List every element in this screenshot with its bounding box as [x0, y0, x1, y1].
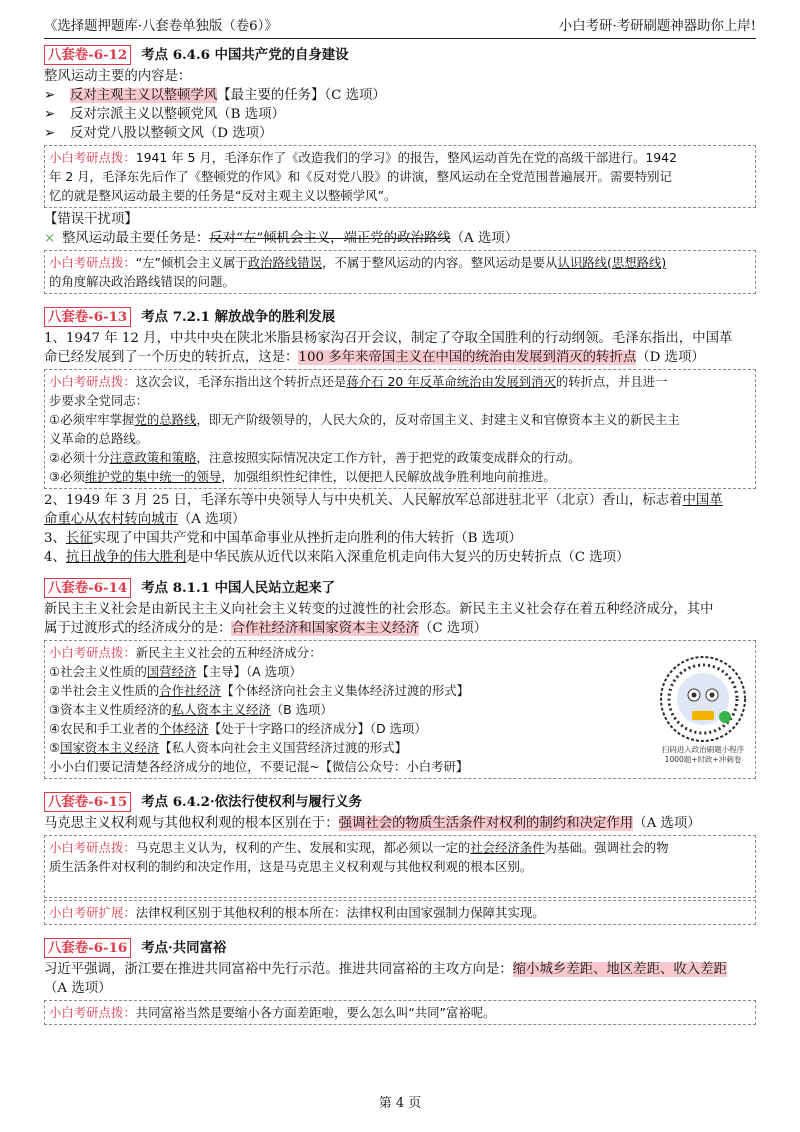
tip-label: 小白考研点拨： [49, 645, 136, 660]
highlight-answer: 缩小城乡差距、地区差距、收入差距 [512, 962, 727, 977]
tip-text: 【主导】（A 选项） [196, 664, 302, 679]
para-text: 习近平强调，浙江要在推进共同富裕中先行示范。推进共同富裕的主攻方向是： [44, 962, 513, 977]
tip-text: ，不属于整风运动的内容。整风运动是要从 [322, 255, 558, 270]
underlined-text: 国家资本主义经济 [60, 740, 160, 755]
underlined-text: 命重心从农村转向城市 [44, 512, 178, 527]
highlight-answer: 反对主观主义以整顿学风 [70, 88, 218, 103]
section-6-13 [44, 306, 756, 567]
tip-text: 新民主主义社会的五种经济成分： [135, 645, 322, 660]
tip-text: 共同富裕当然是要缩小各方面差距啦，要么怎么叫“共同”富裕呢。 [135, 1005, 496, 1020]
tip-text: 【个体经济向社会主义集体经济过渡的形式】 [221, 683, 469, 698]
underlined-text: 注意政策和策略 [109, 450, 197, 465]
tip-text: ，即无产阶级领导的，人民大众的，反对帝国主义、封建主义和官僚资本主义的新民主主 [196, 412, 680, 427]
header-right-slogan: 小白考研·考研刷题神器助你上岸! [558, 18, 756, 34]
tip-text: 这次会议，毛泽东指出这个转折点还是 [135, 374, 347, 389]
extension-label: 小白考研扩展： [49, 905, 136, 920]
tip-box [44, 369, 756, 489]
error-title: 【错误干扰项】 [44, 212, 138, 227]
topic-title: 考点 8.1.1 中国人民站立起来了 [141, 579, 336, 596]
para-text: （A 选项） [177, 512, 246, 527]
page-number: 第 4 页 [378, 1096, 422, 1111]
tip-label: 小白考研点拨： [49, 1005, 136, 1020]
para-text: 1、1947 年 12 月，中共中央在陕北米脂县杨家沟召开会议，制定了夺取全国胜利的行动纲领。毛泽东指出，中国革 [44, 331, 733, 346]
arrow-icon: ➢ [44, 107, 56, 122]
underlined-text: 社会经济条件 [470, 840, 545, 855]
para-text [44, 510, 756, 529]
para-text: 实现了中国共产党和中国革命事业从挫折走向胜利的伟大转折（B 选项） [92, 531, 522, 546]
error-text: （A 选项） [450, 231, 519, 246]
question-tag: 八套卷-6-15 [44, 792, 131, 812]
tip-text: ③必须 [49, 469, 85, 484]
tip-box [44, 835, 756, 898]
tip-text: 步要求全党同志： [49, 393, 149, 408]
tip-label: 小白考研点拨： [49, 374, 136, 389]
tip-text: ②必须十分 [49, 450, 110, 465]
para-text [44, 619, 756, 638]
para-text [44, 814, 756, 833]
underlined-text: 蒋介石 20 年反革命统治由发展到消灭 [346, 374, 556, 389]
underlined-text: 中国革 [682, 493, 723, 508]
tip-text: 【私人资本向社会主义国营经济过渡的形式】 [159, 740, 408, 755]
qr-caption [653, 745, 753, 765]
bullet-item [44, 124, 756, 143]
para-text [44, 529, 756, 548]
underlined-text: 党的总路线 [134, 412, 197, 427]
section-head [44, 306, 756, 328]
error-text: 整风运动最主要任务是： [62, 231, 210, 246]
para-text: 是中华民族从近代以来陷入深重危机走向伟大复兴的历史转折点（C 选项） [186, 550, 630, 565]
tip-text: ，注意按照实际情况决定工作方针，善于把党的政策变成群众的行动。 [196, 450, 581, 465]
para-text: （A 选项） [633, 816, 701, 831]
tip-text: ，加强组织性纪律性，以便把人民解放战争胜利地向前推进。 [221, 469, 556, 484]
qr-caption-line: 1000题+时政+冲刺卷 [664, 755, 742, 764]
tip-text: 忆的就是整风运动最主要的任务是“反对主观主义以整顿学风”。 [49, 188, 397, 203]
section-6-16 [44, 937, 756, 1025]
section-head [44, 791, 756, 813]
section-head [44, 44, 756, 66]
para-text: 属于过渡形式的经济成分的是： [44, 621, 232, 636]
tip-box [44, 640, 756, 779]
bullet-item [44, 86, 756, 105]
tip-text: 义革命的总路线。 [49, 431, 149, 446]
tip-text: ③资本主义性质经济的 [49, 702, 172, 717]
question-tag: 八套卷-6-16 [44, 938, 131, 958]
tip-text: 1941 年 5 月，毛泽东作了《改造我们的学习》的报告，整风运动首先在党的高级干部进行。1942 [135, 150, 677, 165]
topic-title: 考点·共同富裕 [141, 939, 227, 956]
bullet-text: 反对党八股以整顿文风（D 选项） [70, 126, 273, 141]
tip-text: 为基础。强调社会的物 [544, 840, 669, 855]
tip-box [44, 1000, 756, 1025]
para-text [44, 491, 756, 510]
para-text: 4、 [44, 550, 66, 565]
intro-text: 整风运动主要的内容是： [44, 69, 192, 84]
tip-text: 小小白们要记清楚各经济成分的地位，不要记混~【微信公众号：小白考研】 [49, 759, 469, 774]
bullet-item [44, 105, 756, 124]
tip-text: ④农民和手工业者的 [49, 721, 160, 736]
underlined-text: 抗日战争的伟大胜利 [65, 550, 187, 565]
section-6-15 [44, 791, 756, 925]
tip-text: “左”倾机会主义属于 [135, 255, 248, 270]
tip-label: 小白考研点拨： [49, 150, 136, 165]
para-text: 2、1949 年 3 月 25 日，毛泽东等中央领导人与中央机关、人民解放军总部进驻北平（北京）香山，标志着 [44, 493, 683, 508]
qr-caption-line: 扫码进入政治刷题小程序 [661, 745, 745, 754]
highlight-answer: 强调社会的物质生活条件对权利的制约和决定作用 [338, 816, 634, 831]
para-text: （D 选项） [636, 350, 705, 365]
cross-icon: × [44, 231, 56, 246]
topic-title: 考点 7.2.1 解放战争的胜利发展 [141, 308, 336, 325]
tip-text: 马克思主义认为，权利的产生、发展和实现，都必须以一定的 [135, 840, 471, 855]
underlined-text: 个体经济 [159, 721, 209, 736]
underlined-text: 国营经济 [146, 664, 197, 679]
arrow-icon: ➢ [44, 126, 56, 141]
question-tag: 八套卷-6-14 [44, 578, 131, 598]
section-head [44, 937, 756, 959]
tip-text: （B 选项） [270, 702, 333, 717]
page-content [44, 44, 756, 1027]
question-tag: 八套卷-6-12 [44, 45, 131, 65]
struck-text: 反对“左”倾机会主义，端正党的政治路线 [209, 231, 451, 246]
extension-text: 法律权利区别于其他权利的根本所在：法律权利由国家强制力保障其实现。 [135, 905, 545, 920]
tip-text: 年 2 月，毛泽东先后作了《整顿党的作风》和《反对党八股》的讲演，整风运动在全党范围普遍展开。需要特别记 [49, 169, 672, 184]
error-item [44, 229, 756, 248]
underlined-text: 合作社经济 [159, 683, 222, 698]
underlined-text: 维护党的集中统一的领导 [84, 469, 222, 484]
underlined-text: 私人资本主义经济 [171, 702, 271, 717]
para-text: 新民主主义社会是由新民主主义向社会主义转变的过渡性的社会形态。新民主主义社会存在着五种经济成分，其中 [44, 602, 714, 617]
tip-label: 小白考研点拨： [49, 255, 136, 270]
para-text: （A 选项） [44, 981, 112, 996]
tip-text: ⑤ [49, 740, 61, 755]
page-header [44, 14, 756, 39]
tip-text: 的转折点，并且进一 [555, 374, 668, 389]
tip-box [44, 145, 756, 208]
tip-text: ①社会主义性质的 [49, 664, 147, 679]
topic-title: 考点 6.4.6 中国共产党的自身建设 [141, 46, 349, 63]
section-6-14 [44, 577, 756, 779]
tip-text: ②半社会主义性质的 [49, 683, 160, 698]
extension-box [44, 900, 756, 925]
arrow-icon: ➢ [44, 88, 56, 103]
para-text [44, 548, 756, 567]
para-text: 马克思主义权利观与其他权利观的根本区别在于： [44, 816, 339, 831]
question-tag: 八套卷-6-13 [44, 307, 131, 327]
topic-title: 考点 6.4.2·依法行使权利与履行义务 [141, 793, 362, 810]
para-text: （C 选项） [418, 621, 488, 636]
underlined-text: 长征 [65, 531, 93, 546]
underlined-text: 政治路线错误 [247, 255, 323, 270]
tip-text: 【处于十字路口的经济成分】（D 选项） [208, 721, 427, 736]
para-text: 命已经发展到了一个历史的转折点，这是： [44, 350, 299, 365]
para-text [44, 348, 756, 367]
header-left-title: 《选择题押题库·八套卷单独版（卷6）》 [44, 18, 278, 34]
para-text [44, 960, 756, 979]
tip-text: ①必须牢牢掌握 [49, 412, 135, 427]
tip-text: 质生活条件对权利的制约和决定作用，这是马克思主义权利观与其他权利观的根本区别。 [49, 859, 533, 874]
para-text: 3、 [44, 531, 66, 546]
tip-text: 的角度解决政治路线错误的问题。 [49, 274, 235, 289]
bullet-text: 反对宗派主义以整顿党风（B 选项） [70, 107, 285, 122]
highlight-answer: 100 多年来帝国主义在中国的统治由发展到消灭的转折点 [298, 350, 637, 365]
section-6-12 [44, 44, 756, 294]
tip-label: 小白考研点拨： [49, 840, 136, 855]
underlined-text: 认识路线(思想路线) [557, 255, 667, 270]
highlight-answer: 合作社经济和国家资本主义经济 [231, 621, 419, 636]
qr-code-icon[interactable] [659, 655, 747, 743]
tip-box [44, 250, 756, 294]
section-head [44, 577, 756, 599]
bullet-text: 【最主要的任务】（C 选项） [217, 88, 386, 103]
